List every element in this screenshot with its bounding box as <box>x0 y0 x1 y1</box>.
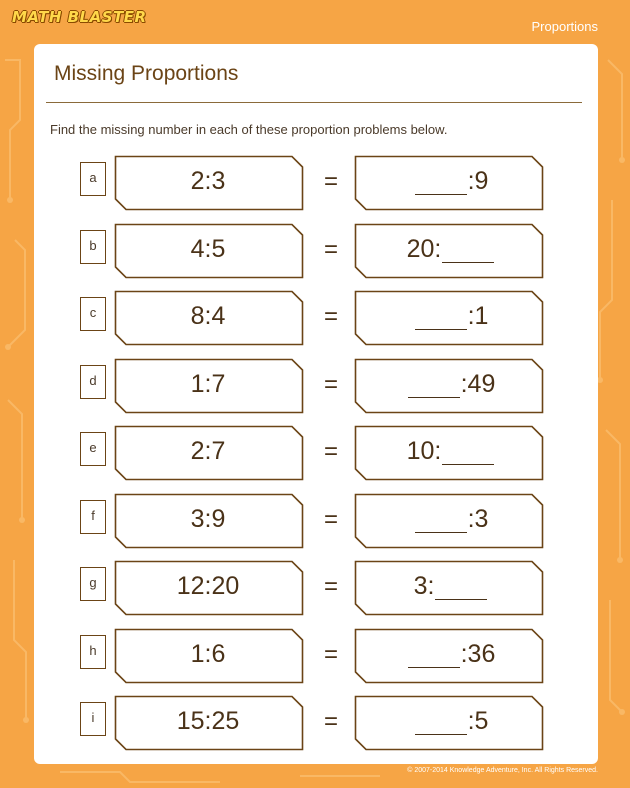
problem-letter: a <box>80 162 106 196</box>
equals-sign: = <box>323 708 338 735</box>
equals-sign: = <box>323 303 338 330</box>
problem-row-d <box>34 358 598 414</box>
answer-blank[interactable] <box>442 262 494 263</box>
missing-proportion <box>356 560 546 616</box>
answer-prefix: 3: <box>413 572 435 600</box>
given-ratio: 2:3 <box>190 167 226 195</box>
problem-row-g <box>34 560 598 616</box>
answer-blank[interactable] <box>415 532 467 533</box>
math-blaster-logo: MATH BLASTER <box>12 8 147 26</box>
problem-row-a <box>34 155 598 211</box>
problem-row-b <box>34 223 598 279</box>
problem-letter: c <box>80 297 106 331</box>
problem-letter: g <box>80 567 106 601</box>
missing-proportion <box>356 628 546 684</box>
given-ratio: 12:20 <box>176 572 240 600</box>
problem-letter: h <box>80 635 106 669</box>
answer-suffix: :36 <box>460 639 496 668</box>
equals-sign: = <box>323 438 338 465</box>
instructions-text: Find the missing number in each of these proportion problems below. <box>50 122 448 137</box>
problem-letter: d <box>80 365 106 399</box>
problem-letter: b <box>80 230 106 264</box>
missing-proportion <box>356 425 546 481</box>
problem-row-i <box>34 695 598 751</box>
given-ratio: 2:7 <box>190 437 226 465</box>
equals-sign: = <box>323 573 338 600</box>
given-ratio: 8:4 <box>190 302 226 330</box>
given-ratio: 4:5 <box>190 234 226 263</box>
page-title: Missing Proportions <box>54 62 239 85</box>
given-ratio: 1:7 <box>190 369 226 398</box>
missing-proportion <box>356 493 546 549</box>
equals-sign: = <box>323 235 338 263</box>
missing-proportion <box>356 358 546 414</box>
problem-row-c <box>34 290 598 346</box>
equals-sign: = <box>323 640 338 668</box>
answer-prefix: 10: <box>406 437 442 465</box>
answer-blank[interactable] <box>408 667 460 668</box>
answer-blank[interactable] <box>415 194 467 195</box>
title-divider <box>46 102 582 103</box>
answer-suffix: :3 <box>467 504 489 533</box>
answer-suffix: :5 <box>467 707 489 735</box>
answer-suffix: :9 <box>467 167 489 195</box>
answer-blank[interactable] <box>408 397 460 398</box>
answer-blank[interactable] <box>415 734 467 735</box>
given-ratio: 3:9 <box>190 504 226 533</box>
problem-letter: i <box>80 702 106 736</box>
answer-blank[interactable] <box>415 329 467 330</box>
problem-row-h <box>34 628 598 684</box>
missing-proportion <box>356 223 546 279</box>
missing-proportion <box>356 290 546 346</box>
answer-suffix: :1 <box>467 302 489 330</box>
equals-sign: = <box>323 505 338 533</box>
given-ratio: 1:6 <box>190 639 226 668</box>
problem-row-e <box>34 425 598 481</box>
answer-suffix: :49 <box>460 369 496 398</box>
equals-sign: = <box>323 168 338 195</box>
answer-prefix: 20: <box>406 234 442 263</box>
worksheet-sheet <box>34 44 598 764</box>
missing-proportion <box>356 155 546 211</box>
copyright-text: © 2007-2014 Knowledge Adventure, Inc. All Rights Reserved. <box>407 767 598 774</box>
topic-label: Proportions <box>531 19 598 34</box>
answer-blank[interactable] <box>435 599 487 600</box>
problem-letter: f <box>80 500 106 534</box>
given-ratio: 15:25 <box>176 707 240 735</box>
equals-sign: = <box>323 370 338 398</box>
missing-proportion <box>356 695 546 751</box>
problem-row-f <box>34 493 598 549</box>
problem-letter: e <box>80 432 106 466</box>
answer-blank[interactable] <box>442 464 494 465</box>
